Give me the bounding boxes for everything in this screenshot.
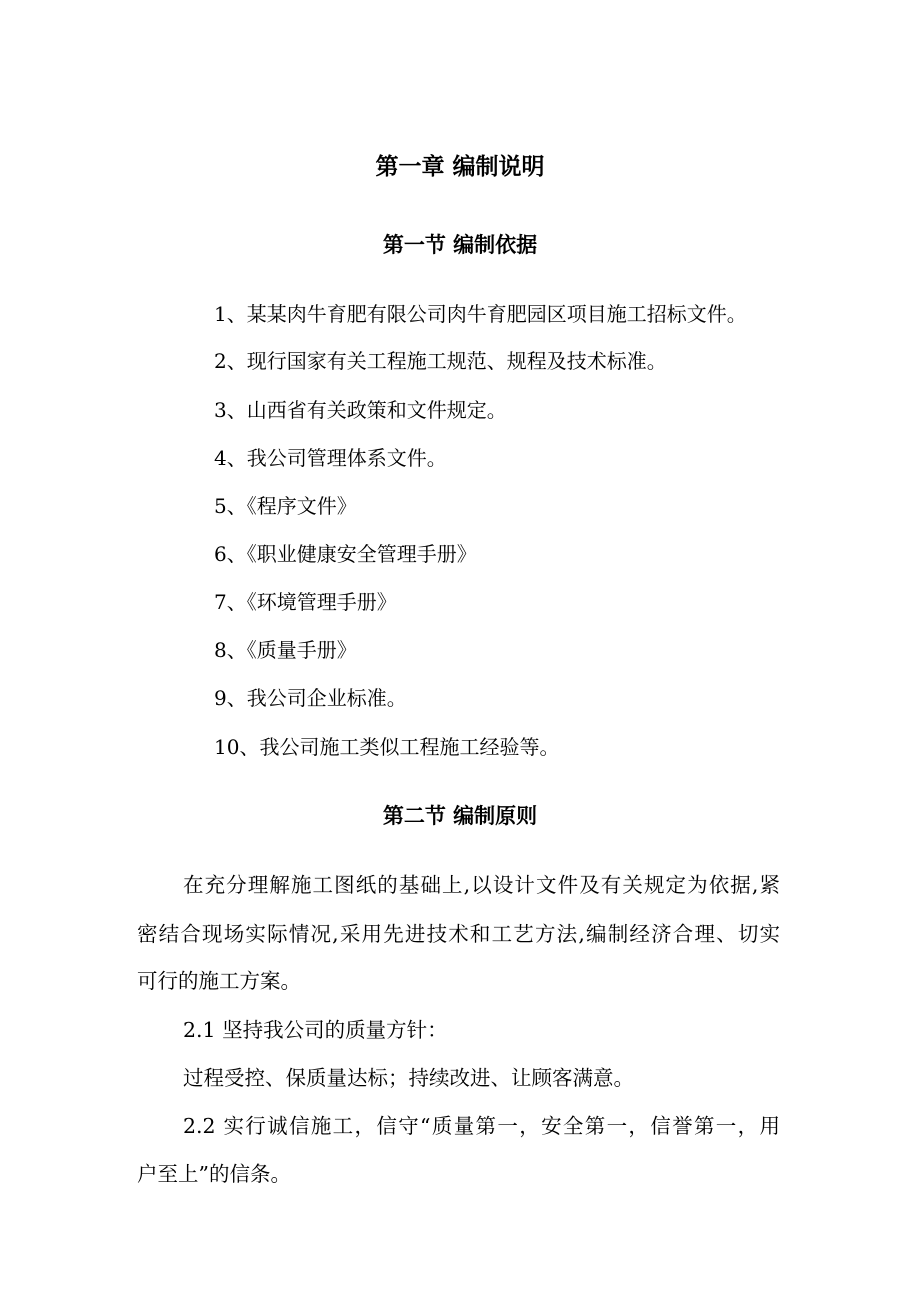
section-title-basis: 第一节 编制依据 (382, 232, 538, 257)
list-item: 8、《质量手册》 (214, 638, 357, 662)
list-item: 4、我公司管理体系文件。 (214, 446, 447, 470)
principle-intro-line-1: 在充分理解施工图纸的基础上,以设计文件及有关规定为依据,紧 (183, 873, 780, 897)
quality-policy-title: 2.1 坚持我公司的质量方针： (183, 1018, 448, 1042)
integrity-line-1: 2.2 实行诚信施工，信守“质量第一，安全第一，信誉第一，用 (183, 1114, 780, 1138)
list-item: 2、现行国家有关工程施工规范、规程及技术标准。 (214, 349, 667, 373)
list-item: 6、《职业健康安全管理手册》 (214, 542, 477, 566)
principle-intro-line-3: 可行的施工方案。 (137, 969, 301, 993)
list-item: 1、某某肉牛育肥有限公司肉牛育肥园区项目施工招标文件。 (214, 302, 747, 326)
principle-intro-line-2: 密结合现场实际情况,采用先进技术和工艺方法,编制经济合理、切实 (137, 922, 780, 946)
list-item: 3、山西省有关政策和文件规定。 (214, 398, 507, 422)
list-item: 10、我公司施工类似工程施工经验等。 (214, 735, 560, 759)
integrity-line-2: 户至上”的信条。 (137, 1162, 291, 1186)
list-item: 5、《程序文件》 (214, 494, 357, 518)
list-item: 9、我公司企业标准。 (214, 686, 407, 710)
list-item: 7、《环境管理手册》 (214, 590, 397, 614)
quality-policy-body: 过程受控、保质量达标；持续改进、让顾客满意。 (183, 1066, 634, 1090)
section-title-principles: 第二节 编制原则 (382, 803, 538, 828)
chapter-title: 第一章 编制说明 (375, 153, 545, 180)
